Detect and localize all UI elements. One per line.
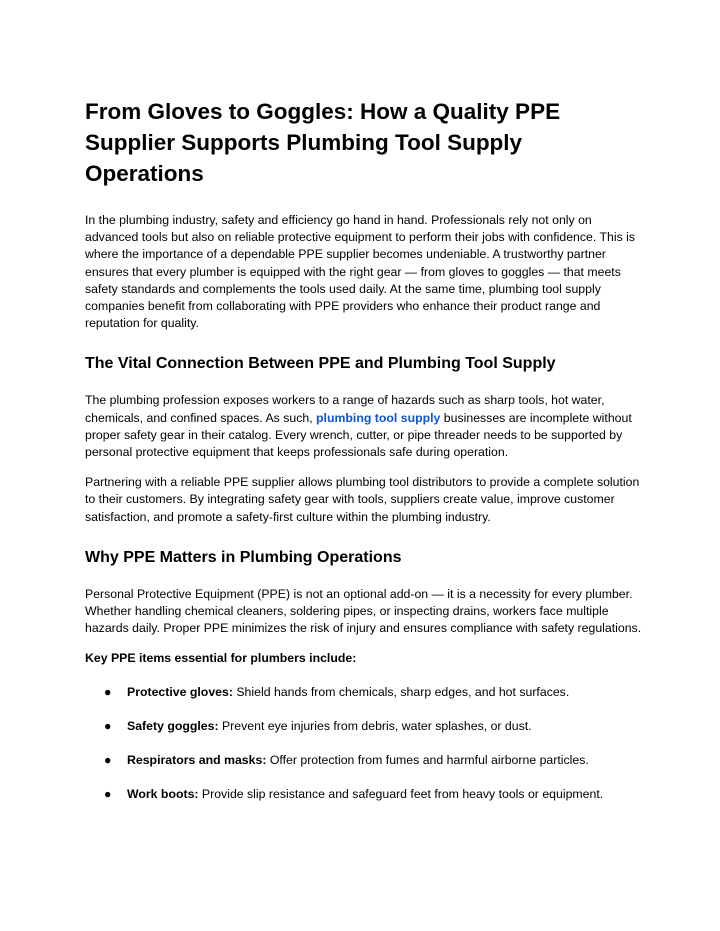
section1-paragraph-2: Partnering with a reliable PPE supplier allows plumbing tool distributors to provide a complete solution to their customers. By integrating safety gear with tools, suppliers create value, improve customer satisfaction, and promote a safety-first culture within the plumbing industry.	[85, 475, 640, 524]
bullet-icon: ●	[104, 787, 112, 802]
section1-p1-after: businesses are incomplete without proper safety gear in their catalog. Every wrench, cutter, or pipe threader needs to be supported by personal protective equipment that keeps professionals safe during operation.	[85, 410, 632, 460]
page-title: From Gloves to Goggles: How a Quality PPE Supplier Supports Plumbing Tool Supply Operations	[85, 99, 561, 186]
plumbing-tool-supply-link[interactable]: plumbing tool supply	[316, 410, 441, 425]
list-item	[85, 752, 645, 769]
section-heading-why-ppe: Why PPE Matters in Plumbing Operations	[85, 548, 402, 566]
section2-paragraph-1: Personal Protective Equipment (PPE) is not an optional add-on — it is a necessity for every plumber. Whether handling chemical cleaners, soldering pipes, or inspecting drains, workers face multiple hazards daily. Proper PPE minimizes the risk of injury and ensures compliance with safety regulations.	[85, 586, 642, 636]
section1-p1-before: The plumbing profession exposes workers to a range of hazards such as sharp tools, hot water, chemicals, and confined spaces. As such,	[85, 393, 605, 425]
list-item-term: Respirators and masks:	[127, 753, 267, 768]
list-item-desc: Offer protection from fumes and harmful airborne particles.	[269, 753, 589, 768]
document-content	[85, 96, 645, 820]
list-item-term: Work boots:	[127, 787, 199, 802]
list-item	[85, 718, 645, 735]
list-item	[85, 786, 645, 803]
bullet-icon: ●	[104, 718, 112, 733]
list-item-term: Safety goggles:	[127, 718, 219, 733]
list-item-desc: Provide slip resistance and safeguard feet from heavy tools or equipment.	[201, 787, 604, 802]
bullet-icon: ●	[104, 684, 112, 699]
section1-paragraph-1	[85, 392, 645, 461]
list-item-desc: Prevent eye injuries from debris, water splashes, or dust.	[221, 718, 532, 733]
section-heading-ppe-connection: The Vital Connection Between PPE and Plumbing Tool Supply	[85, 355, 556, 373]
list-item-desc: Shield hands from chemicals, sharp edges, and hot surfaces.	[236, 684, 570, 699]
bullet-icon: ●	[104, 753, 112, 768]
list-item-term: Protective gloves:	[127, 684, 233, 699]
list-item	[85, 684, 645, 701]
key-items-label: Key PPE items essential for plumbers include:	[85, 651, 357, 666]
ppe-items-list	[85, 684, 645, 804]
intro-paragraph: In the plumbing industry, safety and efficiency go hand in hand. Professionals rely not only on advanced tools but also on reliable protective equipment to perform their jobs with confidence. This is where the importance of a dependable PPE supplier becomes undeniable. A trustworthy partner ensures that every plumber is equipped with the right gear — from gloves to goggles — that meets safety standards and complements the tools used daily. At the same time, plumbing tool supply companies benefit from collaborating with PPE providers who enhance their product range and reputation for quality.	[85, 213, 636, 331]
